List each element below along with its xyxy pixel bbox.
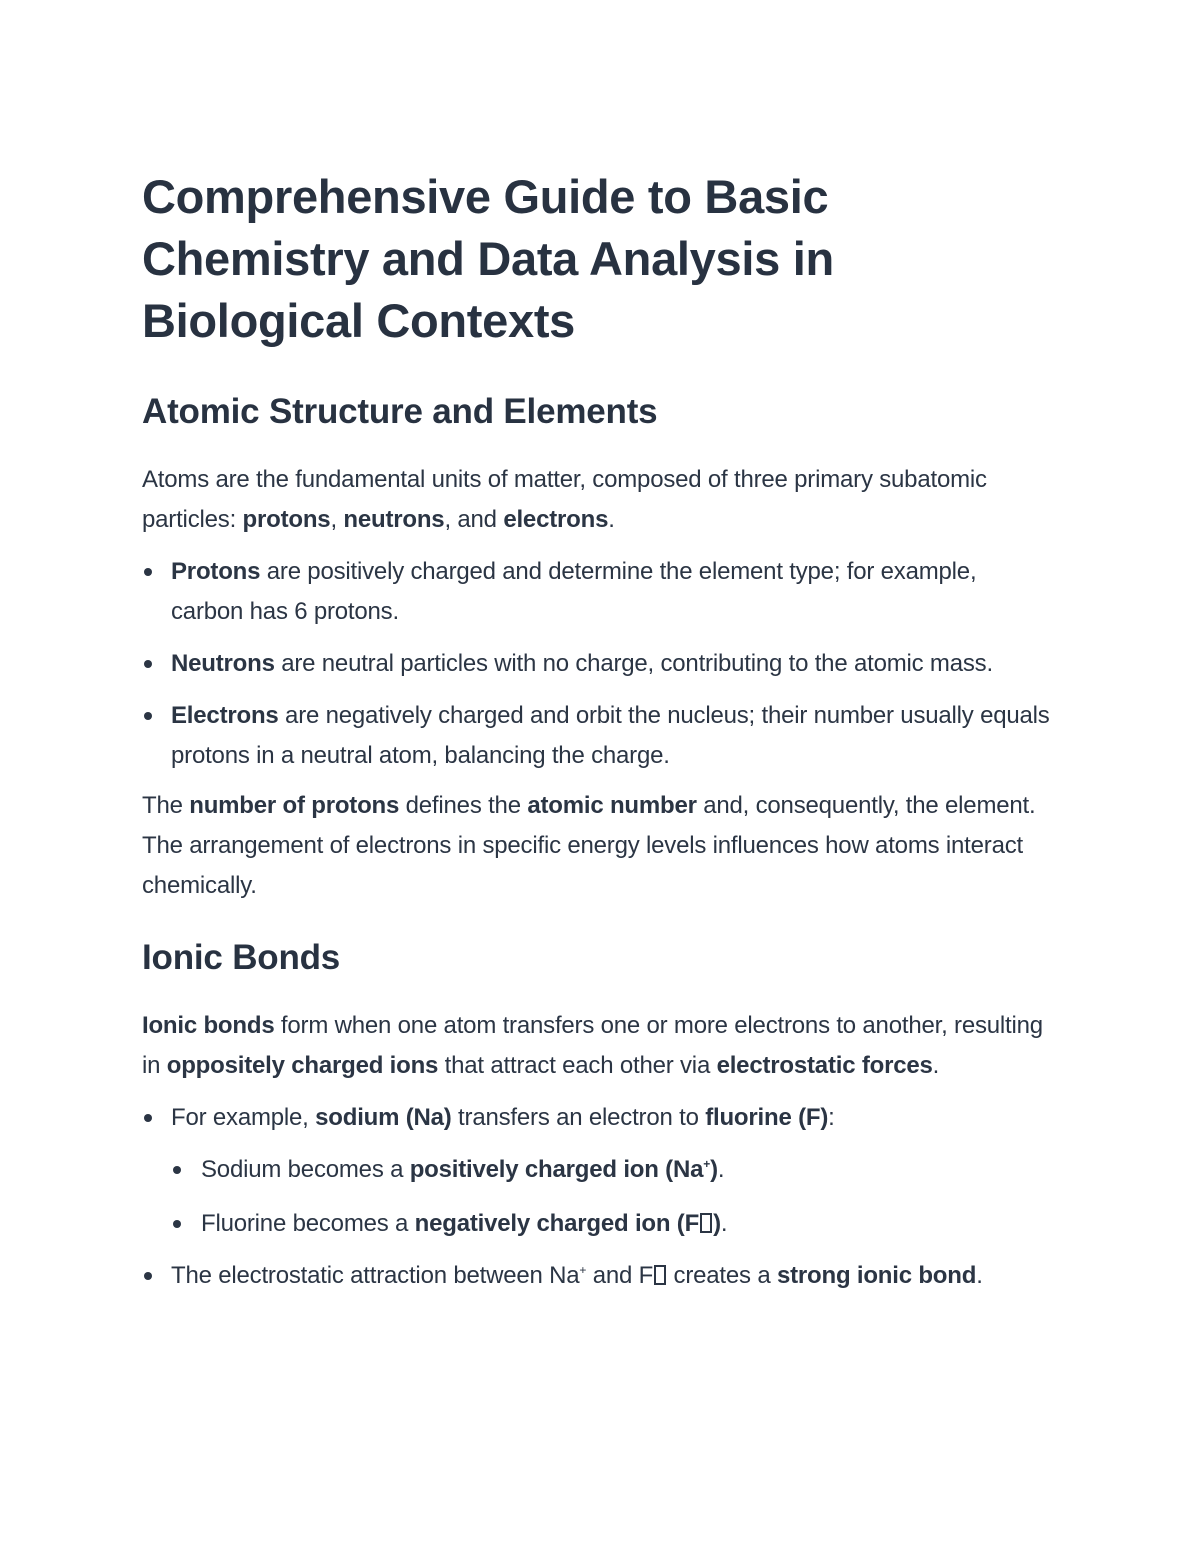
section-heading-atomic-structure: Atomic Structure and Elements [142,392,658,431]
list-item-protons [142,552,1052,632]
bullet-icon [144,1114,152,1122]
bold-term: number of protons [189,792,400,819]
document-title: Comprehensive Guide to Basic Chemistry and Data Analysis in Biological Contexts [142,170,834,347]
text-run: , [330,506,344,533]
bold-term: negatively charged ion (F [414,1210,700,1237]
text-run: The [142,792,190,819]
bold-term: electrostatic forces [716,1052,933,1079]
bold-term: electrons [503,506,609,533]
bold-term: sodium (Na) [315,1104,452,1131]
list-item-electrons [142,696,1052,776]
bold-term: strong ionic bond [776,1262,977,1289]
list-item-attraction [142,1256,1052,1296]
text-run: and F [586,1262,654,1289]
bold-term: oppositely charged ions [166,1052,439,1079]
bullet-icon [173,1166,181,1174]
text-run: are neutral particles with no charge, contributing to the atomic mass. [274,650,993,677]
text-run: . [608,506,615,533]
text-run: are negatively charged and orbit the nucleus; their number usually equals protons in a neutral atom, balancing the charge. [171,702,1050,769]
text-run: . [720,1210,728,1237]
text-run: are positively charged and determine the element type; for example, carbon has 6 protons. [171,558,977,625]
text-run: and, consequently, the element. The arrangement of electrons in specific energy levels influences how atoms interact chemically. [142,792,1036,899]
text-run: The electrostatic attraction between Na [171,1262,580,1289]
bold-term: Protons [171,558,261,585]
text-run: . [717,1156,725,1183]
ionic-list [142,1098,1052,1138]
section-heading-ionic-bonds: Ionic Bonds [142,938,341,977]
bold-term: ) [710,1156,718,1183]
text-run: . [932,1052,940,1079]
text-run: . [976,1262,983,1289]
text-run: transfers an electron to [451,1104,706,1131]
bullet-icon [144,660,152,668]
document-page [142,166,1052,1296]
ionic-intro-paragraph [142,1006,1052,1086]
bold-term: atomic number [527,792,697,819]
text-run: Atoms are the fundamental units of matter, composed of three primary subatomic particles: [142,466,987,533]
bold-term: neutrons [343,506,445,533]
bold-term: ) [713,1210,721,1237]
bold-term: positively charged ion (Na [409,1156,704,1183]
list-item-example [142,1098,1052,1138]
list-item-neutrons [142,644,1052,684]
text-run: Sodium becomes a [201,1156,410,1183]
ionic-sublist [142,1150,1052,1244]
missing-glyph-icon [700,1213,712,1233]
text-run: Fluorine becomes a [201,1210,415,1237]
bullet-icon [144,1272,152,1280]
text-run: defines the [399,792,528,819]
text-run: that attract each other via [438,1052,717,1079]
bold-term: Ionic bonds [142,1012,275,1039]
superscript-charge: + [703,1157,711,1171]
bold-term: fluorine (F) [705,1104,829,1131]
text-run: For example, [171,1104,316,1131]
text-run: form when one atom transfers one or more electrons to another, resulting in [142,1012,1043,1079]
text-run: : [828,1104,835,1131]
bullet-icon [173,1220,181,1228]
bullet-icon [144,568,152,576]
sublist-item-sodium [171,1150,1052,1190]
bold-term: protons [242,506,331,533]
text-run: creates a [667,1262,777,1289]
atomic-intro-paragraph [142,460,1052,540]
text-run: , and [444,506,504,533]
ionic-list-continued [142,1256,1052,1296]
atomic-closing-paragraph [142,786,1052,906]
bold-term: Neutrons [171,650,275,677]
bold-term: Electrons [171,702,279,729]
bullet-icon [144,712,152,720]
missing-glyph-icon [654,1265,666,1285]
sublist-item-fluorine [171,1204,1052,1244]
superscript-charge: + [579,1263,587,1277]
particle-list [142,552,1052,776]
